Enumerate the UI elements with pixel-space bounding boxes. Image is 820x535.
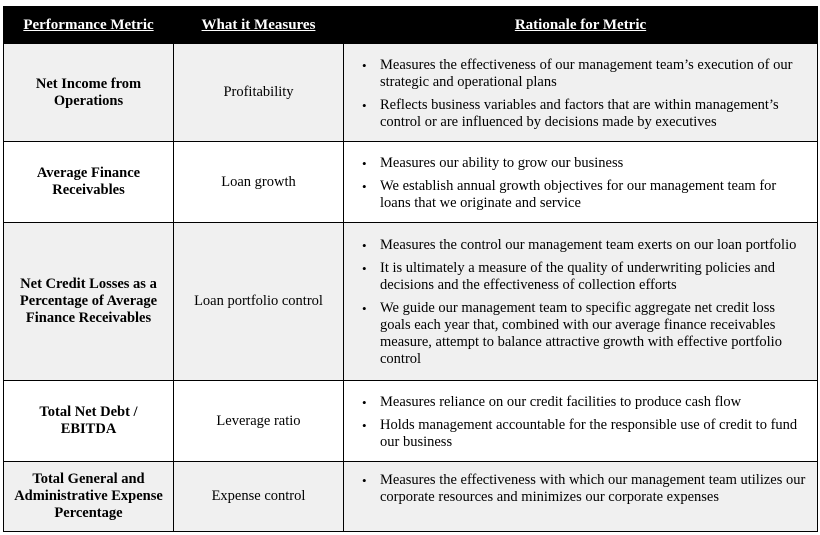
metric-cell: Total General and Administrative Expense Percentage [4, 462, 174, 532]
rationale-item [356, 155, 809, 172]
rationale-text: Measures the effectiveness of our management team’s execution of our strategic and operational plans [380, 56, 793, 90]
table-row [4, 142, 818, 223]
measure-cell: Profitability [174, 44, 344, 142]
rationale-cell [344, 44, 818, 142]
rationale-text: Holds management accountable for the responsible use of credit to fund our business [380, 416, 798, 450]
header-row [4, 7, 818, 44]
metric-cell: Net Credit Losses as a Percentage of Average Finance Receivables [4, 223, 174, 381]
rationale-list [356, 472, 809, 506]
bullet-icon: • [362, 394, 367, 410]
rationale-item [356, 260, 809, 294]
rationale-list [356, 237, 809, 368]
rationale-list [356, 57, 809, 131]
rationale-text: Measures the control our management team exerts on our loan portfolio [380, 237, 797, 253]
bullet-icon: • [362, 301, 367, 316]
measure-cell: Leverage ratio [174, 381, 344, 462]
rationale-cell [344, 381, 818, 462]
metric-cell: Net Income from Operations [4, 44, 174, 142]
header-what-it-measures: What it Measures [174, 7, 344, 44]
table-row [4, 223, 818, 381]
rationale-cell [344, 142, 818, 223]
metric-cell: Average Finance Receivables [4, 142, 174, 223]
measure-cell: Loan portfolio control [174, 223, 344, 381]
rationale-list [356, 394, 809, 451]
bullet-icon: • [362, 261, 367, 276]
rationale-text: Measures the effectiveness with which our management team utilizes our corporate resources and minimizes our corporate expenses [380, 472, 806, 505]
rationale-text: Measures reliance on our credit facilities to produce cash flow [380, 393, 742, 410]
table-row [4, 381, 818, 462]
rationale-item [356, 97, 809, 131]
metric-cell: Total Net Debt / EBITDA [4, 381, 174, 462]
rationale-text: We establish annual growth objectives for our management team for loans that we originate and service [380, 177, 777, 211]
bullet-icon: • [362, 57, 367, 73]
table-row [4, 44, 818, 142]
performance-metrics-table [3, 6, 818, 532]
bullet-icon: • [362, 97, 367, 113]
rationale-cell [344, 223, 818, 381]
rationale-text: It is ultimately a measure of the quality of underwriting policies and decisions and the effectiveness of collection efforts [380, 260, 776, 293]
rationale-text: We guide our management team to specific aggregate net credit loss goals each year that, combined with our average finance receivables measure, attempt to balance attractive growth with effective portfolio control [380, 300, 782, 367]
bullet-icon: • [362, 155, 367, 171]
rationale-item [356, 57, 809, 91]
rationale-item [356, 394, 809, 411]
header-performance-metric: Performance Metric [4, 7, 174, 44]
rationale-list [356, 155, 809, 212]
bullet-icon: • [362, 473, 367, 488]
bullet-icon: • [362, 417, 367, 433]
bullet-icon: • [362, 178, 367, 194]
performance-metrics-table-container [3, 6, 817, 532]
rationale-text: Reflects business variables and factors that are within management’s control or are influenced by decisions made by executives [380, 96, 779, 130]
measure-cell: Loan growth [174, 142, 344, 223]
bullet-icon: • [362, 238, 367, 253]
rationale-item [356, 417, 809, 451]
header-rationale: Rationale for Metric [344, 7, 818, 44]
rationale-item [356, 237, 809, 254]
measure-cell: Expense control [174, 462, 344, 532]
rationale-item [356, 300, 809, 368]
rationale-cell [344, 462, 818, 532]
rationale-text: Measures our ability to grow our business [380, 154, 624, 171]
rationale-item [356, 472, 809, 506]
table-row [4, 462, 818, 532]
rationale-item [356, 178, 809, 212]
